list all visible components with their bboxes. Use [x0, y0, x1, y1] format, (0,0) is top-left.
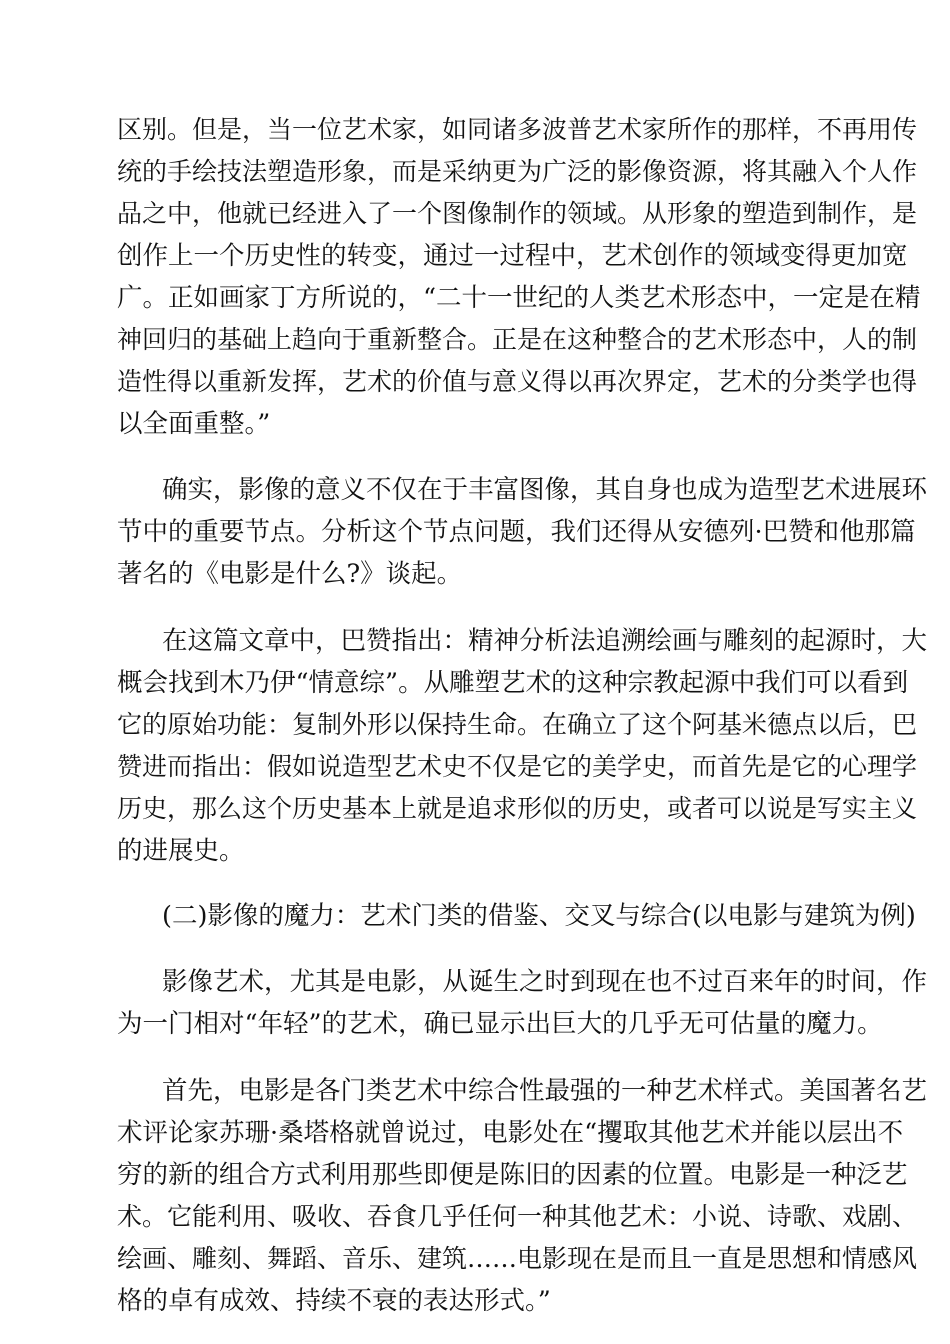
- text-line: 格的卓有成效、持续不衰的表达形式。”: [117, 1286, 551, 1316]
- text-line: 神回归的基础上趋向于重新整合。正是在这种整合的艺术形态中，人的制: [117, 325, 918, 354]
- text-line: 术。它能利用、吸收、吞食几乎任何一种其他艺术：小说、诗歌、戏剧、: [117, 1202, 918, 1231]
- section-heading: (二)影像的魔力：艺术门类的借鉴、交叉与综合(以电影与建筑为例): [162, 901, 916, 931]
- text-line: 统的手绘技法塑造形象，而是采纳更为广泛的影像资源，将其融入个人作: [117, 157, 918, 186]
- text-line: 以全面重整。”: [117, 409, 271, 439]
- text-line: 确实，影像的意义不仅在于丰富图像，其自身也成为造型艺术进展环: [162, 475, 928, 505]
- text-line: 它的原始功能：复制外形以保持生命。在确立了这个阿基米德点以后，巴: [117, 710, 918, 739]
- text-line: 节中的重要节点。分析这个节点问题，我们还得从安德列·巴赞和他那篇: [117, 517, 916, 547]
- text-line: 穷的新的组合方式利用那些即便是陈旧的因素的位置。电影是一种泛艺: [117, 1160, 908, 1190]
- text-line: 影像艺术，尤其是电影，从诞生之时到现在也不过百来年的时间，作: [162, 967, 928, 997]
- text-line: 在这篇文章中，巴赞指出：精神分析法追溯绘画与雕刻的起源时，大: [162, 626, 928, 656]
- text-line: 区别。但是，当一位艺术家，如同诸多波普艺术家所作的那样，不再用传: [117, 115, 918, 144]
- text-line: 首先，电影是各门类艺术中综合性最强的一种艺术样式。美国著名艺: [162, 1076, 928, 1106]
- text-line: 概会找到木乃伊“情意综”。从雕塑艺术的这种宗教起源中我们可以看到: [117, 668, 909, 698]
- text-line: 历史，那么这个历史基本上就是追求形似的历史，或者可以说是写实主义: [117, 794, 918, 823]
- text-line: 创作上一个历史性的转变，通过一过程中，艺术创作的领域变得更加宽: [117, 241, 908, 271]
- text-line: 为一门相对“年轻”的艺术，确已显示出巨大的几乎无可估量的魔力。: [117, 1009, 883, 1039]
- text-line: 的进展史。: [117, 836, 245, 866]
- text-line: 绘画、雕刻、舞蹈、音乐、建筑……电影现在是而且一直是思想和情感风: [117, 1244, 918, 1273]
- text-line: 术评论家苏珊·桑塔格就曾说过，电影处在“攫取其他艺术并能以层出不: [117, 1118, 904, 1148]
- text-line: 造性得以重新发挥，艺术的价值与意义得以再次界定，艺术的分类学也得: [117, 367, 918, 396]
- text-line: 著名的《电影是什么?》谈起。: [117, 559, 463, 589]
- text-line: 广。正如画家丁方所说的，“二十一世纪的人类艺术形态中，一定是在精: [117, 283, 921, 313]
- text-line: 赞进而指出：假如说造型艺术史不仅是它的美学史，而首先是它的心理学: [117, 752, 918, 781]
- text-line: 品之中，他就已经进入了一个图像制作的领域。从形象的塑造到制作，是: [117, 199, 918, 228]
